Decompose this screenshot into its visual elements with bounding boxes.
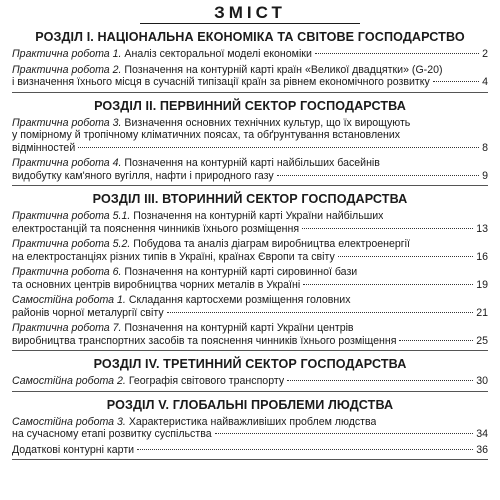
page-number: 36 bbox=[476, 443, 488, 456]
toc-entry-text bbox=[12, 76, 430, 89]
section-heading: РОЗДІЛ V. ГЛОБАЛЬНІ ПРОБЛЕМИ ЛЮДСТВА bbox=[106, 397, 394, 412]
toc-entry-text bbox=[12, 416, 376, 429]
toc-entry-title: у помірному й тропічному кліматичних поясах, та обґрунтування встановлених bbox=[12, 129, 401, 141]
section-divider bbox=[12, 350, 488, 351]
toc-entry bbox=[12, 322, 488, 347]
toc-entry bbox=[12, 266, 488, 291]
toc-entry-title: виробництва транспортних засобів та пояснення чинників їхнього розміщення bbox=[12, 334, 397, 347]
toc-entry-text bbox=[12, 279, 300, 292]
toc-entry bbox=[12, 64, 488, 89]
toc-entry-title: Характеристика найважливіших проблем людства bbox=[128, 415, 377, 428]
work-type-label: Практична робота 1. bbox=[12, 48, 122, 60]
dot-leader bbox=[215, 433, 474, 434]
work-type-label: Самостійна робота 2. bbox=[12, 375, 126, 387]
page-number: 19 bbox=[476, 278, 488, 291]
dot-leader bbox=[338, 256, 473, 257]
dot-leader bbox=[433, 81, 479, 82]
page-number: 8 bbox=[482, 141, 488, 154]
dot-leader bbox=[287, 380, 473, 381]
section-divider bbox=[12, 185, 488, 186]
toc-entry-title: видобутку кам'яного вугілля, нафти і природного газу bbox=[12, 169, 274, 182]
toc-entry-line bbox=[12, 294, 488, 307]
toc-entry-line bbox=[12, 251, 488, 264]
toc-entry-line bbox=[12, 416, 488, 429]
toc-entry-title: Додаткові контурні карти bbox=[12, 443, 135, 456]
work-type-label: Практична робота 7. bbox=[12, 322, 122, 334]
toc-entry-line bbox=[12, 48, 488, 61]
toc-entry-line bbox=[12, 64, 488, 77]
toc-entry-text bbox=[12, 375, 284, 388]
section-divider bbox=[12, 391, 488, 392]
toc-entry bbox=[12, 210, 488, 235]
toc-entry-line bbox=[12, 117, 488, 130]
toc-entry-line bbox=[12, 238, 488, 251]
dot-leader bbox=[277, 175, 479, 176]
dot-leader bbox=[399, 340, 473, 341]
toc-entry-line bbox=[12, 170, 488, 183]
dot-leader bbox=[167, 312, 474, 313]
work-type-label: Практична робота 3. bbox=[12, 116, 122, 129]
dot-leader bbox=[137, 449, 473, 450]
dot-leader bbox=[302, 228, 473, 229]
toc-entry-title: Позначення на контурній карті України центрів bbox=[124, 322, 354, 334]
section-heading: РОЗДІЛ І. НАЦІОНАЛЬНА ЕКОНОМІКА ТА СВІТОВЕ ГОСПОДАРСТВО bbox=[35, 30, 465, 44]
toc-entry-text bbox=[12, 294, 351, 307]
toc-entry-text bbox=[12, 117, 410, 130]
work-type-label: Практична робота 5.2. bbox=[12, 238, 131, 250]
toc-entry-title: Аналіз секторальної моделі економіки bbox=[124, 48, 312, 60]
page-number: 4 bbox=[482, 76, 488, 88]
toc-entry-text bbox=[12, 238, 410, 251]
section-divider bbox=[12, 92, 488, 93]
toc-entry bbox=[12, 444, 488, 457]
toc-entry-line bbox=[12, 129, 488, 142]
toc-entry-title: Складання картосхеми розміщення головних bbox=[128, 294, 351, 306]
toc-entry-text bbox=[12, 129, 400, 142]
toc-entry-text bbox=[12, 428, 212, 441]
toc-entry bbox=[12, 48, 488, 61]
toc-entry-title: та основних центрів виробництва чорних металів в Україні bbox=[12, 278, 301, 291]
page-number: 13 bbox=[476, 222, 488, 235]
section-heading: РОЗДІЛ ІІІ. ВТОРИННИЙ СЕКТОР ГОСПОДАРСТВА bbox=[92, 192, 408, 206]
toc-entry-title: на сучасному етапі розвитку суспільства bbox=[12, 428, 212, 440]
toc-entry-title: Побудова та аналіз діаграм виробництва електроенергії bbox=[133, 238, 410, 250]
work-type-label: Практична робота 4. bbox=[12, 157, 122, 169]
dot-leader bbox=[78, 147, 479, 148]
toc-entry-title: Визначення основних технічних культур, що їх вирощують bbox=[124, 116, 411, 129]
toc-entry-text bbox=[12, 266, 357, 279]
toc-entry-text bbox=[12, 223, 299, 236]
toc-entry-text bbox=[12, 335, 396, 348]
work-type-label: Самостійна робота 1. bbox=[12, 294, 126, 306]
page-number: 30 bbox=[476, 375, 488, 387]
section-divider bbox=[12, 459, 488, 460]
toc-entry bbox=[12, 117, 488, 155]
toc-entry bbox=[12, 238, 488, 263]
toc-entry-text bbox=[12, 157, 380, 170]
toc-entry-line bbox=[12, 76, 488, 89]
toc-entry-text bbox=[12, 210, 383, 223]
work-type-label: Практична робота 5.1. bbox=[12, 210, 131, 222]
toc-entry-text bbox=[12, 307, 164, 320]
toc-entry-line bbox=[12, 210, 488, 223]
dot-leader bbox=[315, 53, 479, 54]
toc-entry-title: на електростанціях різних типів в Україні, країнах Європи та світу bbox=[12, 250, 335, 263]
page-number: 25 bbox=[476, 334, 488, 347]
toc-entry-line bbox=[12, 375, 488, 388]
section-heading: РОЗДІЛ ІV. ТРЕТИННИЙ СЕКТОР ГОСПОДАРСТВА bbox=[93, 357, 407, 371]
toc-entry-title: електростанцій та пояснення чинників їхнього розміщення bbox=[12, 222, 300, 235]
toc-entry-line bbox=[12, 444, 488, 457]
toc-entry-title: Позначення на контурній карті країн «Великої двадцятки» (G-20) bbox=[124, 63, 443, 76]
toc-entry-title: районів чорної металургії світу bbox=[12, 306, 164, 319]
work-type-label: Практична робота 2. bbox=[12, 63, 122, 76]
toc-entry-title: і визначення їхнього місця в сучасній типізації країн за рівнем економічного розвитку bbox=[12, 76, 430, 88]
page-number: 16 bbox=[476, 250, 488, 263]
toc-entry-line bbox=[12, 266, 488, 279]
toc-entry-title: Позначення на контурній карті сировинної бази bbox=[124, 266, 358, 278]
toc-entry-line bbox=[12, 279, 488, 292]
toc-entry-text bbox=[12, 64, 443, 77]
toc-entry-text bbox=[12, 170, 274, 183]
toc-entry-title: відмінностей bbox=[12, 141, 76, 154]
work-type-label: Практична робота 6. bbox=[12, 266, 122, 278]
page-number: 34 bbox=[476, 428, 488, 440]
work-type-label: Самостійна робота 3. bbox=[12, 415, 126, 428]
toc-entry-line bbox=[12, 335, 488, 348]
toc-entry-text bbox=[12, 48, 312, 61]
page-number: 9 bbox=[482, 169, 488, 182]
toc-entry-line bbox=[12, 223, 488, 236]
toc-entry-line bbox=[12, 428, 488, 441]
toc-entry-title: Позначення на контурній карті найбільших басейнів bbox=[124, 157, 380, 169]
toc-entry-text bbox=[12, 251, 335, 264]
toc-entry-line bbox=[12, 307, 488, 320]
toc-entry bbox=[12, 294, 488, 319]
toc-entry-line bbox=[12, 157, 488, 170]
page-title: ЗМІСТ bbox=[140, 3, 360, 24]
toc-entry-text bbox=[12, 322, 354, 335]
section-heading: РОЗДІЛ ІІ. ПЕРВИННИЙ СЕКТОР ГОСПОДАРСТВА bbox=[94, 98, 406, 113]
toc-body bbox=[12, 30, 488, 460]
toc-entry-text bbox=[12, 142, 75, 155]
toc-entry-title: Позначення на контурній карті України найбільших bbox=[133, 210, 384, 222]
toc-entry-line bbox=[12, 322, 488, 335]
toc-entry bbox=[12, 157, 488, 182]
toc-entry-line bbox=[12, 142, 488, 155]
dot-leader bbox=[303, 284, 473, 285]
toc-entry bbox=[12, 416, 488, 441]
page-number: 2 bbox=[482, 48, 488, 60]
toc-entry-text bbox=[12, 444, 134, 457]
toc-entry bbox=[12, 375, 488, 388]
toc-entry-title: Географія світового транспорту bbox=[128, 375, 285, 387]
page-number: 21 bbox=[476, 306, 488, 319]
